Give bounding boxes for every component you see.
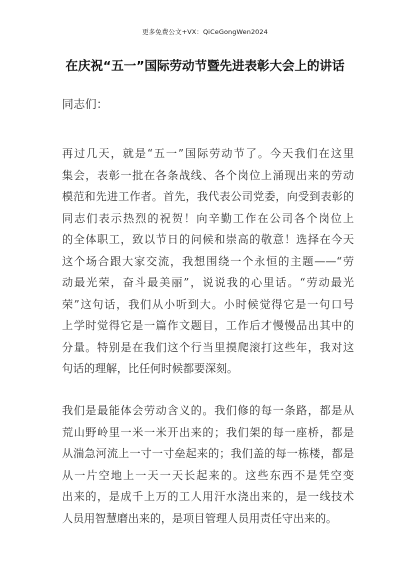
paragraph-line: 的全体职工，致以节日的问候和崇高的敬意！选择在今天 [62,233,354,246]
header-note: 更多免费公文+VX：QiCeGongWen2024 [142,28,268,36]
paragraph-line: 从湍急河流上一寸一寸垒起来的；我们盖的每一栋楼，都是 [62,447,354,460]
salutation: 同志们： [62,97,108,111]
paragraph-line: 这个场合跟大家交流，我想围绕一个永恒的主题——“劳 [62,254,354,268]
paragraph-line: 集会，表彰一批在各条战线、各个岗位上涌现出来的劳动 [62,168,354,182]
paragraph-line: 同志们表示热烈的祝贺！向辛勤工作在公司各个岗位上 [62,211,354,225]
paragraph-line: 从一片空地上一天一天长起来的。这些东西不是凭空变 [62,468,354,482]
paragraph-line: 动最光荣，奋斗最美丽”，说说我的心里话。“劳动最光 [62,276,354,289]
paragraph-line: 出来的，是成千上万的工人用汗水浇出来的，是一线技术 [62,490,354,503]
paragraph-line: 人员用智慧磨出来的，是项目管理人员用责任守出来的。 [62,511,337,525]
paragraph-line: 我们是最能体会劳动含义的。我们修的每一条路，都是从 [62,404,354,417]
body-paragraph-2 [62,400,354,529]
paragraph-line: 荒山野岭里一米一米开出来的；我们架的每一座桥，都是 [62,425,354,439]
body-paragraph-1 [62,143,354,380]
document-title: 在庆祝“五一”国际劳动节暨先进表彰大会上的讲话 [65,58,345,73]
paragraph-line: 再过几天，就是“五一”国际劳动节了。今天我们在这里 [62,147,354,160]
paragraph-line: 荣”这句话，我们从小听到大。小时候觉得它是一句口号 [62,297,354,311]
paragraph-line: 模范和先进工作者。首先，我代表公司党委，向受到表彰的 [62,190,354,203]
paragraph-line: 句话的理解，比任何时候都要深刻。 [62,362,238,375]
paragraph-line: 分量。特别是在我们这个行当里摸爬滚打这些年，我对这 [62,340,354,354]
paragraph-line: 上学时觉得它是一篇作文题目，工作后才慢慢品出其中的 [62,319,354,332]
